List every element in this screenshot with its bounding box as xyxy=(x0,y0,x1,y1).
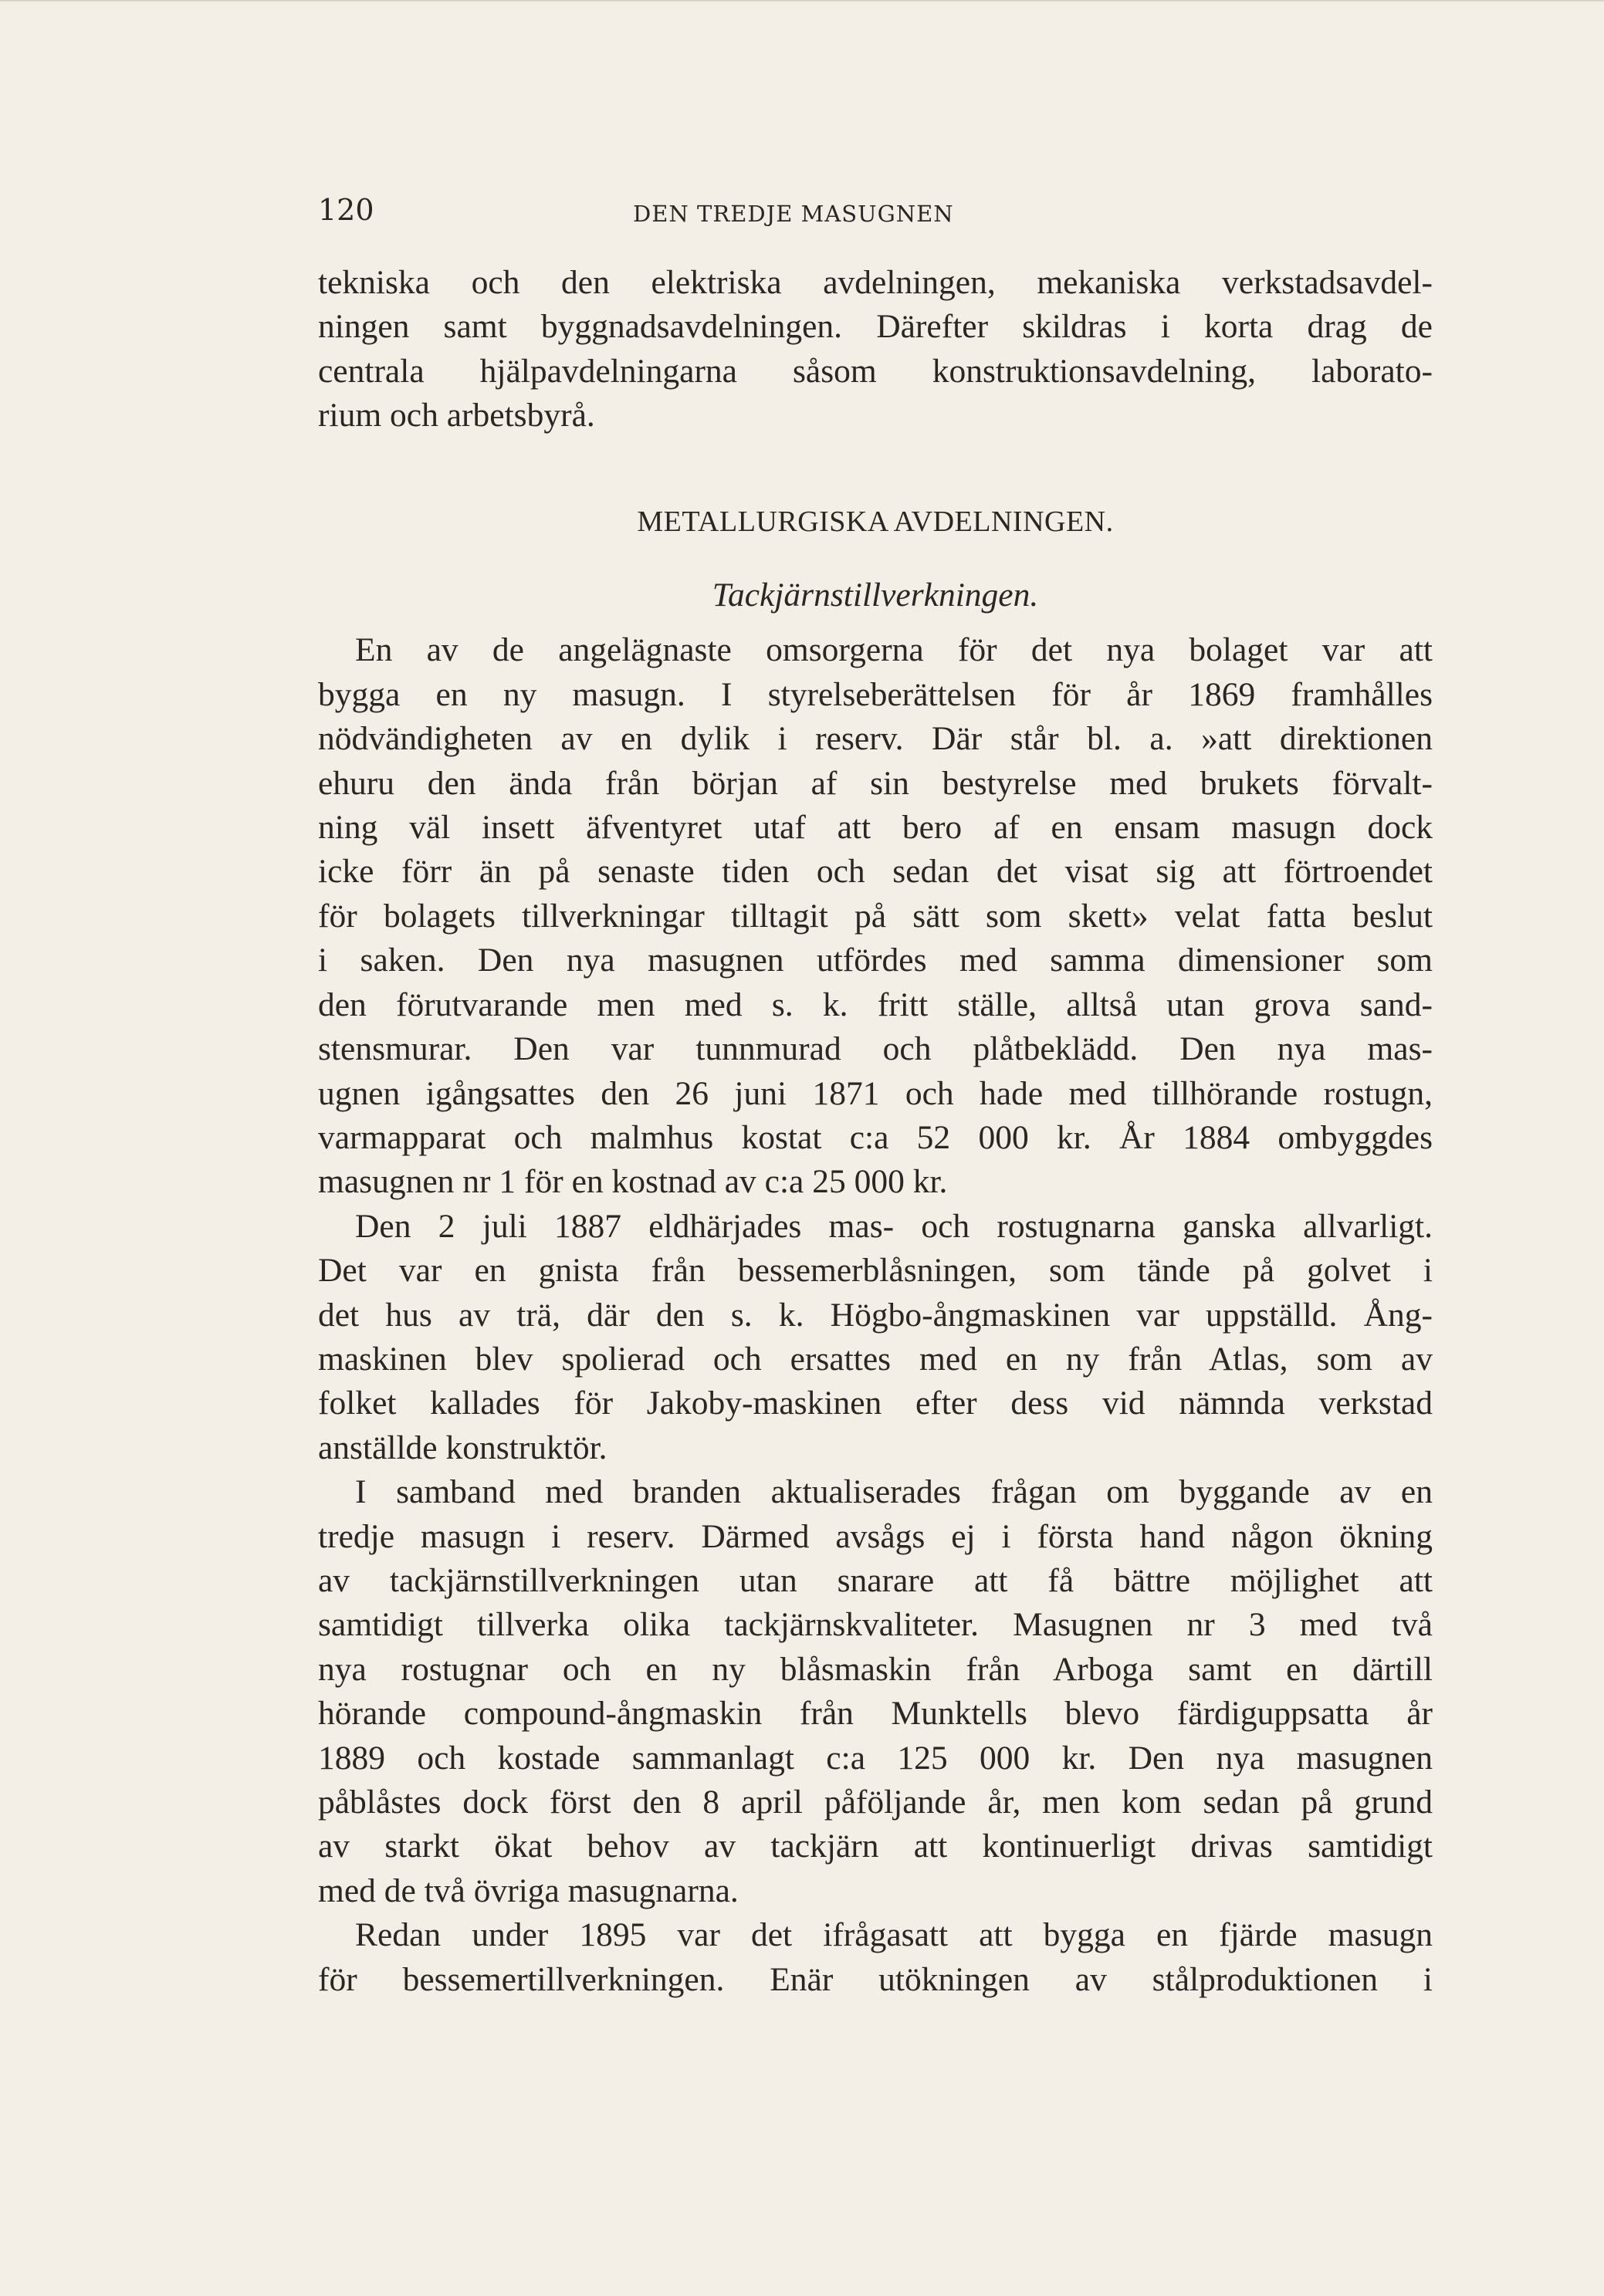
text-line: masugnen nr 1 för en kostnad av c:a 25 000 kr. xyxy=(318,1163,948,1201)
text-line: samtidigt tillverka olika tackjärnskvaliteter. Masugnen nr 3 med två xyxy=(318,1606,1433,1644)
section-heading: METALLURGISKA AVDELNINGEN. xyxy=(637,505,1114,538)
subsection-heading: Tackjärnstillverkningen. xyxy=(712,577,1039,614)
text-line: icke förr än på senaste tiden och sedan det visat sig att förtroendet xyxy=(318,853,1433,891)
paragraph-2 xyxy=(318,1205,1433,1470)
page-number: 120 xyxy=(318,193,374,227)
text-line: av starkt ökat behov av tackjärn att kontinuerligt drivas samtidigt xyxy=(318,1828,1433,1865)
text-line: ningen samt byggnadsavdelningen. Därefter skildras i korta drag de xyxy=(318,308,1433,346)
text-line: Den 2 juli 1887 eldhärjades mas- och rostugnarna ganska allvarligt. xyxy=(355,1207,1433,1245)
text-line: i saken. Den nya masugnen utfördes med samma dimensioner som xyxy=(318,942,1433,979)
text-line: nödvändigheten av en dylik i reserv. Där står bl. a. »att direktionen xyxy=(318,720,1433,758)
text-line: tekniska och den elektriska avdelningen, mekaniska verkstadsavdel- xyxy=(318,264,1433,301)
running-title: DEN TREDJE MASUGNEN xyxy=(633,201,954,227)
paragraph-3 xyxy=(318,1470,1433,1913)
text-line: I samband med branden aktualiserades frågan om byggande av en xyxy=(355,1473,1433,1511)
paragraph-1 xyxy=(318,628,1433,1204)
text-line: rium och arbetsbyrå. xyxy=(318,397,595,435)
text-line: hörande compound-ångmaskin från Munktells blevo färdiguppsatta år xyxy=(318,1695,1433,1733)
text-line: av tackjärnstillverkningen utan snarare att få bättre möjlighet att xyxy=(318,1561,1433,1599)
text-line: varmapparat och malmhus kostat c:a 52 000 kr. År 1884 ombyggdes xyxy=(318,1118,1433,1156)
text-line: folket kallades för Jakoby-maskinen efter dess vid nämnda verkstad xyxy=(318,1385,1433,1422)
text-line: med de två övriga masugnarna. xyxy=(318,1872,739,1909)
text-line: den förutvarande men med s. k. fritt ställe, alltså utan grova sand- xyxy=(318,986,1433,1023)
text-line: Redan under 1895 var det ifrågasatt att bygga en fjärde masugn xyxy=(355,1916,1433,1954)
text-line: ugnen igångsattes den 26 juni 1871 och hade med tillhörande rostugn, xyxy=(318,1074,1433,1112)
text-line: 1889 och kostade sammanlagt c:a 125 000 kr. Den nya masugnen xyxy=(318,1739,1433,1777)
text-line: ning väl insett äfventyret utaf att bero af en ensam masugn dock xyxy=(318,809,1433,847)
text-line: påblåstes dock först den 8 april påföljande år, men kom sedan på grund xyxy=(318,1784,1433,1821)
text-line: det hus av trä, där den s. k. Högbo-ångmaskinen var uppställd. Ång- xyxy=(318,1296,1433,1334)
body-text xyxy=(318,261,1433,2002)
text-line: Det var en gnista från bessemerblåsningen, som tände på golvet i xyxy=(318,1252,1433,1290)
text-line: för bolagets tillverkningar tilltagit på sätt som skett» velat fatta beslut xyxy=(318,897,1433,935)
text-line: nya rostugnar och en ny blåsmaskin från Arboga samt en därtill xyxy=(318,1650,1433,1688)
text-line: centrala hjälpavdelningarna såsom konstruktionsavdelning, laborato- xyxy=(318,352,1433,390)
text-line: bygga en ny masugn. I styrelseberättelsen för år 1869 framhålles xyxy=(318,675,1433,713)
intro-paragraph xyxy=(318,261,1433,438)
text-line: En av de angelägnaste omsorgerna för det nya bolaget var att xyxy=(355,631,1433,669)
text-line: stensmurar. Den var tunnmurad och plåtbeklädd. Den nya mas- xyxy=(318,1030,1433,1068)
text-line: anställde konstruktör. xyxy=(318,1429,607,1466)
text-line: ehuru den ända från början af sin bestyrelse med brukets förvalt- xyxy=(318,764,1433,802)
text-line: tredje masugn i reserv. Därmed avsågs ej i första hand någon ökning xyxy=(318,1517,1433,1555)
text-line: för bessemertillverkningen. Enär utökningen av stålproduktionen i xyxy=(318,1960,1433,1998)
paragraph-4 xyxy=(318,1913,1433,2002)
text-line: maskinen blev spolierad och ersattes med en ny från Atlas, som av xyxy=(318,1340,1433,1378)
